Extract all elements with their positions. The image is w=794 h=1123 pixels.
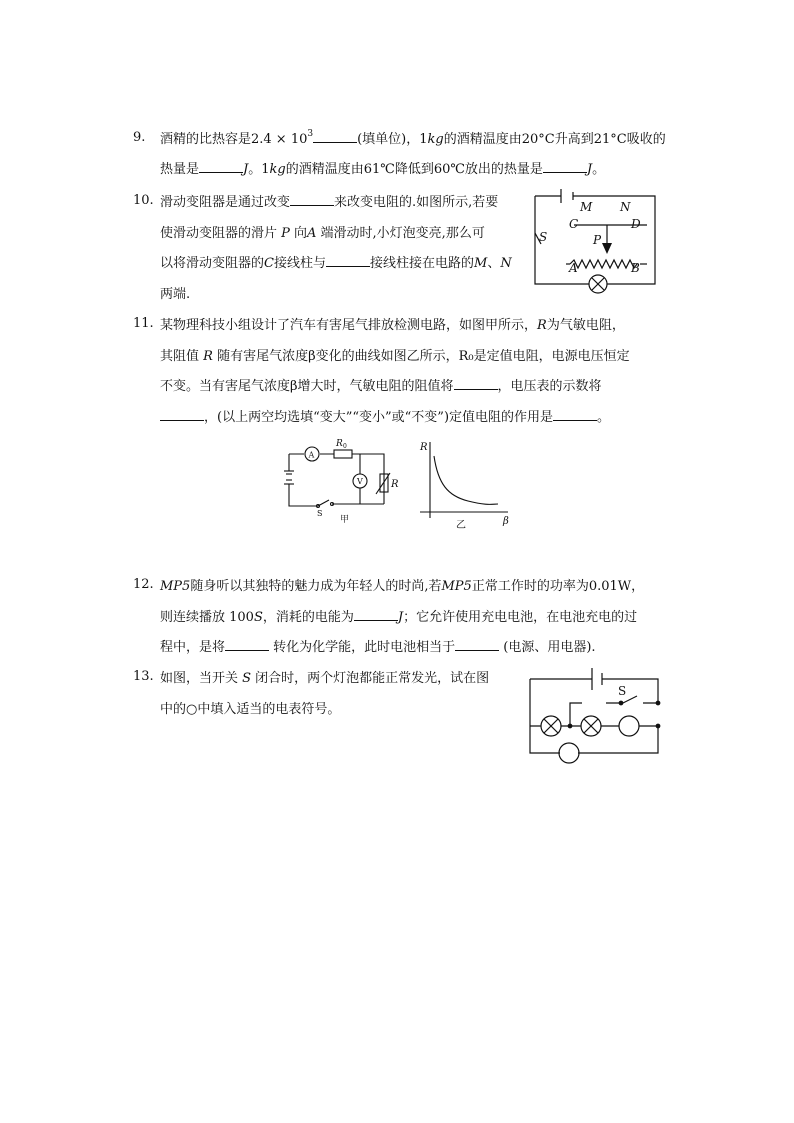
y-axis-label: R — [420, 442, 428, 453]
terminal-label: N — [620, 200, 631, 214]
question-text-line: 酒精的比热容是$2.4 \times 10^3$ (填单位)，1kg的酒精温度由20°C升高到21°C吸收的 — [160, 129, 666, 147]
meter-placeholder-circle[interactable] — [559, 743, 579, 763]
answer-blank[interactable] — [354, 608, 398, 621]
answer-blank[interactable] — [326, 254, 370, 267]
terminal-label: M — [580, 200, 593, 214]
voltmeter-label: V — [357, 477, 363, 486]
answer-blank[interactable] — [455, 638, 499, 651]
sensor-label: R — [391, 479, 399, 490]
question-number: 13. — [133, 669, 154, 684]
question-text-line: 其阻值 R 随有害尾气浓度β变化的曲线如图乙所示，R₀是定值电阻，电源电压恒定 — [160, 349, 630, 364]
answer-blank[interactable] — [290, 193, 334, 206]
ammeter-label: A — [308, 450, 315, 460]
answer-blank[interactable] — [225, 638, 269, 651]
figure-caption: 乙 — [456, 520, 466, 531]
question-text-line: 热量是 J。1kg的酒精温度由61℃降低到60℃放出的热量是 J。 — [160, 162, 606, 177]
question-text-line: 某物理科技小组设计了汽车有害尾气排放检测电路，如图甲所示，R为气敏电阻， — [160, 318, 625, 333]
terminal-label: C — [569, 217, 579, 231]
answer-blank[interactable] — [553, 408, 597, 421]
switch-label: S — [618, 684, 627, 698]
question-text-line: 两端. — [160, 287, 191, 302]
question-text-line: 程中，是将 转化为化学能，此时电池相当于 (电源、用电器). — [160, 640, 596, 655]
answer-blank[interactable] — [543, 160, 587, 173]
rheostat-circuit-figure — [530, 188, 660, 290]
meter-placeholder-circle[interactable] — [619, 716, 639, 736]
question-number: 12. — [133, 577, 154, 592]
question-text-line: 使滑动变阻器的滑片 P 向A 端滑动时,小灯泡变亮,那么可 — [160, 226, 485, 241]
question-number: 11. — [133, 316, 154, 331]
x-axis-label: β — [503, 516, 509, 527]
terminal-label: B — [631, 261, 640, 275]
resistor-subscript: 0 — [343, 443, 347, 450]
slider-pointer-icon — [602, 243, 612, 254]
two-bulb-circuit-figure — [526, 664, 662, 762]
question-text-line: 中的○中填入适当的电表符号。 — [160, 702, 341, 717]
question-text-line: 以将滑动变阻器的C接线柱与 接线柱接在电路的M、N — [160, 256, 512, 271]
switch-label: S — [539, 230, 548, 244]
question-text-line: 则连续播放 100S，消耗的电能为 J；它允许使用充电电池，在电池充电的过 — [160, 610, 638, 625]
terminal-label: D — [631, 217, 641, 231]
answer-blank[interactable] — [199, 160, 243, 173]
answer-blank[interactable] — [313, 130, 357, 143]
question-text-line: ，(以上两空均选填“变大”“变小”或“不变”)定值电阻的作用是 。 — [160, 408, 610, 428]
resistance-curve-figure — [418, 438, 516, 530]
resistor-label: R — [336, 439, 343, 449]
switch-label: S — [317, 509, 323, 518]
terminal-label: A — [569, 261, 578, 275]
figure-caption: 甲 — [340, 515, 350, 525]
question-number: 9. — [133, 130, 146, 145]
question-number: 10. — [133, 193, 154, 208]
question-text-line: 如图，当开关 S 闭合时，两个灯泡都能正常发光，试在图 — [160, 671, 490, 686]
answer-blank[interactable] — [454, 377, 498, 390]
gas-detector-circuit-figure — [280, 438, 399, 526]
slider-label: P — [593, 233, 602, 247]
question-text-line: 不变。当有害尾气浓度β增大时，气敏电阻的阻值将 ，电压表的示数将 — [160, 379, 602, 394]
answer-blank[interactable] — [160, 408, 204, 421]
question-text-line: 滑动变阻器是通过改变 来改变电阻的.如图所示,若要 — [160, 195, 499, 210]
question-text-line: MP5随身听以其独特的魅力成为年轻人的时尚,若MP5正常工作时的功率为0.01W， — [160, 579, 645, 594]
